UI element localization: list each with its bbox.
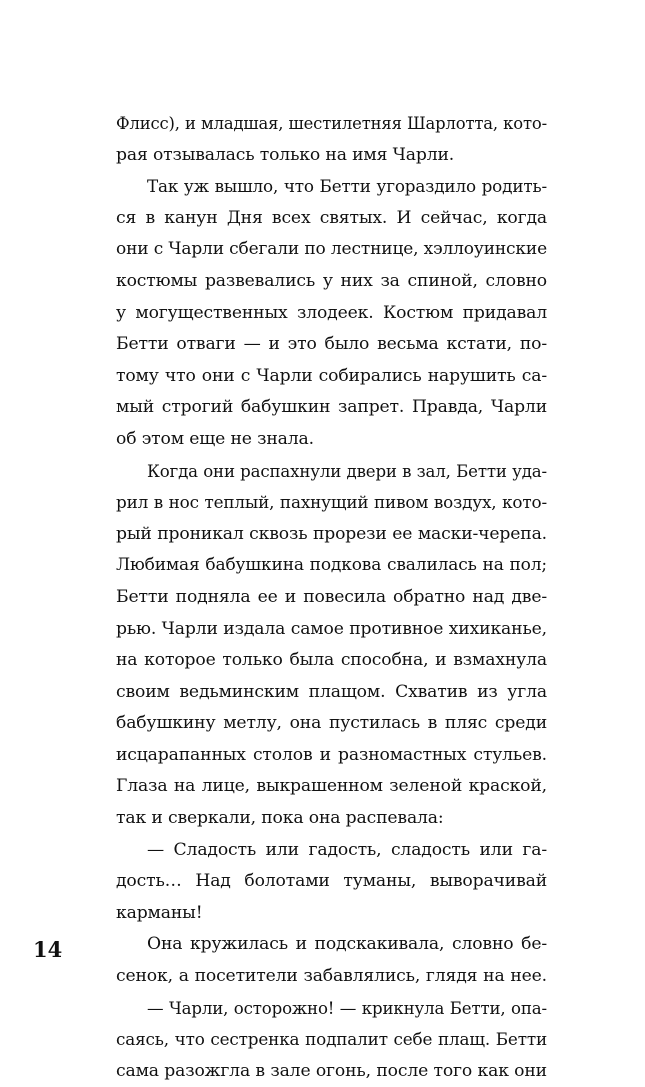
text-line: об этом еще не знала.: [116, 428, 314, 449]
text-line: Флисс), и младшая, шестилетняя Шарлотта, кото-: [116, 114, 547, 133]
text-line: Она кружилась и подскакивала, словно бе-: [147, 934, 547, 955]
text-line: бабушкину метлу, она пустилась в пляс среди: [116, 713, 547, 734]
text-line: они с Чарли сбегали по лестнице, хэллоуинские: [116, 239, 547, 260]
text-line: на которое только была способна, и взмахнула: [116, 650, 547, 671]
text-line: своим ведьминским плащом. Схватив из угла: [116, 681, 547, 702]
text-line: карманы!: [116, 902, 203, 923]
text-line: саясь, что сестренка подпалит себе плащ. Бетти: [116, 1029, 547, 1050]
body-text: [116, 108, 547, 1087]
text-line: сама разожгла в зале огонь, после того как они: [116, 1060, 547, 1081]
text-line: у могущественных злодеек. Костюм придавал: [116, 302, 547, 323]
text-line: тому что они с Чарли собирались нарушить са-: [116, 365, 547, 386]
text-line: так и сверкали, пока она распевала:: [116, 808, 444, 829]
text-line: мый строгий бабушкин запрет. Правда, Чарли: [116, 397, 547, 418]
text-line: Бетти отваги — и это было весьма кстати, по-: [116, 334, 547, 355]
page-number: 14: [33, 937, 63, 962]
text-line: ся в канун Дня всех святых. И сейчас, когда: [116, 207, 547, 228]
text-line: рью. Чарли издала самое противное хихиканье,: [116, 618, 547, 639]
text-line: Любимая бабушкина подкова свалилась на пол;: [116, 555, 547, 576]
text-line: рый проникал сквозь прорези ее маски-черепа.: [116, 523, 547, 544]
text-line: рая отзывалась только на имя Чарли.: [116, 144, 455, 165]
text-line: костюмы развевались у них за спиной, словно: [116, 270, 547, 291]
text-line: Когда они распахнули двери в зал, Бетти уда-: [147, 461, 547, 481]
text-line: исцарапанных столов и разномастных стульев.: [116, 744, 547, 765]
text-line: рил в нос теплый, пахнущий пивом воздух, кото-: [116, 492, 547, 513]
text-line: Бетти подняла ее и повесила обратно над две-: [116, 586, 547, 607]
text-line: Глаза на лице, выкрашенном зеленой краской,: [116, 776, 547, 797]
text-line: дость… Над болотами туманы, выворачивай: [116, 871, 547, 892]
text-line: сенок, а посетители забавлялись, глядя на нее.: [116, 966, 547, 987]
text-line: Так уж вышло, что Бетти угораздило родить-: [147, 176, 547, 197]
text-line: — Чарли, осторожно! — крикнула Бетти, опа-: [147, 998, 547, 1018]
text-line: — Сладость или гадость, сладость или га-: [147, 839, 547, 860]
